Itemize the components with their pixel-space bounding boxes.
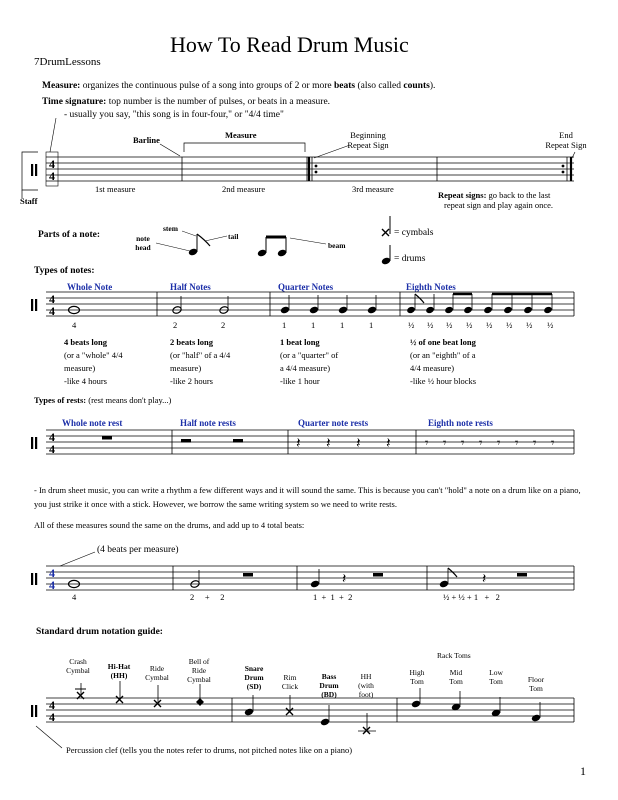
svg-text:4: 4 <box>49 442 55 456</box>
staff-3 <box>46 430 574 454</box>
whole-description: 4 beats long (or a "whole" 4/4 measure) -like 4 hours <box>64 337 123 386</box>
beats-count-1: 4 <box>72 592 77 602</box>
svg-text:𝄾: 𝄾 <box>533 435 537 450</box>
cymbal-note-icon <box>382 229 389 236</box>
begin-repeat-pointer <box>314 145 350 158</box>
measure-label: Measure <box>225 130 257 140</box>
ride-cymbal-label: Ride Cymbal <box>145 664 169 682</box>
time-signature-definition: Time signature: top number is the number of pulses, or beats in a measure. <box>42 97 331 107</box>
svg-text:𝄾: 𝄾 <box>479 435 483 450</box>
bass-drum-label: Bass Drum (BD) <box>319 672 339 699</box>
quarter-count: 1 <box>311 320 316 330</box>
svg-text:𝄾: 𝄾 <box>461 435 465 450</box>
svg-text:𝄽: 𝄽 <box>326 436 331 452</box>
rack-toms-label: Rack Toms <box>437 651 471 660</box>
first-measure-label: 1st measure <box>95 184 136 194</box>
beats-count-4: ½ + ½ + 1 + 2 <box>443 592 500 602</box>
repeat-signs-text: Repeat signs: go back to the last repeat sign and play again once. <box>438 190 554 210</box>
eighth-count: ½ <box>526 320 533 330</box>
stem-label: stem <box>163 224 178 233</box>
eighth-count: ½ <box>427 320 434 330</box>
third-measure-label: 3rd measure <box>352 184 394 194</box>
staff-4 <box>46 566 574 590</box>
half-rest-label: Half note rests <box>180 418 236 428</box>
svg-text:4: 4 <box>49 304 55 318</box>
half-rest <box>181 439 191 443</box>
low-tom-label: Low Tom <box>489 668 503 686</box>
end-repeat-label: End Repeat Sign <box>545 130 587 150</box>
svg-text:𝄾: 𝄾 <box>425 435 429 450</box>
beats-count-2: 2 + 2 <box>190 592 225 602</box>
svg-text:4: 4 <box>49 698 55 712</box>
types-of-notes-title: Types of notes: <box>34 266 95 276</box>
svg-text:𝄾: 𝄾 <box>551 435 555 450</box>
eighth-description: ½ of one beat long (or an "eighth" of a 4/4 measure) -like ½ hour blocks <box>410 337 477 386</box>
eighth-count: ½ <box>547 320 554 330</box>
half-description: 2 beats long (or "half" of a 4/4 measure) -like 2 hours <box>170 337 231 386</box>
whole-note-label: Whole Note <box>67 282 113 292</box>
rim-click-label: Rim Click <box>281 673 299 691</box>
time-sig-pointer <box>50 118 56 152</box>
hh-foot-label: HH (with foot) <box>358 672 374 699</box>
staff-label: Staff <box>20 196 38 206</box>
rests-title: Types of rests: (rest means don't play...) <box>34 395 172 405</box>
second-measure-label: 2nd measure <box>222 184 266 194</box>
parts-of-note-title: Parts of a note: <box>38 230 100 240</box>
page-number: 1 <box>580 764 586 778</box>
staff-2 <box>46 292 574 316</box>
drums-legend: = drums <box>394 254 426 264</box>
half-rest <box>233 439 243 443</box>
half-count: 2 <box>173 320 178 330</box>
svg-text:4: 4 <box>49 710 55 724</box>
equal-measures-note: All of these measures sound the same on the drums, and add up to 4 total beats: <box>34 520 305 530</box>
whole-count: 4 <box>72 320 77 330</box>
hh-foot-note <box>363 727 370 734</box>
time-signature-note: - usually you say, "this song is in four-four," or "4/4 time" <box>64 110 284 120</box>
whole-rest <box>102 436 112 440</box>
svg-text:𝄾: 𝄾 <box>497 435 501 450</box>
hi-hat-label: Hi-Hat (HH) <box>107 662 131 680</box>
notation-guide-title: Standard drum notation guide: <box>36 627 163 637</box>
hihat-note <box>116 696 123 703</box>
quarter-count: 1 <box>282 320 287 330</box>
svg-text:𝄽: 𝄽 <box>356 436 361 452</box>
half-notes-label: Half Notes <box>170 282 211 292</box>
ride-note <box>154 700 161 707</box>
cymbals-legend: = cymbals <box>394 228 434 238</box>
svg-text:𝄾: 𝄾 <box>515 435 519 450</box>
brand-label: 7DrumLessons <box>34 56 101 68</box>
high-tom-label: High Tom <box>409 668 425 686</box>
half-count: 2 <box>221 320 226 330</box>
beats-per-measure-label: (4 beats per measure) <box>97 545 179 555</box>
quarter-count: 1 <box>369 320 374 330</box>
svg-text:4: 4 <box>49 566 55 580</box>
eighth-count: ½ <box>466 320 473 330</box>
clef-1 <box>31 164 37 176</box>
svg-text:4: 4 <box>49 292 55 306</box>
eighth-notes-label: Eighth Notes <box>406 282 456 292</box>
measure-definition: Measure: organizes the continuous pulse of a song into groups of 2 or more beats (also called counts). <box>42 81 436 91</box>
svg-text:𝄽: 𝄽 <box>482 572 487 587</box>
bell-of-ride-label: Bell of Ride Cymbal <box>187 657 211 684</box>
note-head-label: note head <box>135 234 151 252</box>
beginning-repeat-label: Beginning Repeat Sign <box>347 130 389 150</box>
svg-text:4: 4 <box>49 578 55 592</box>
svg-text:𝄽: 𝄽 <box>342 572 347 587</box>
crash-cymbal-label: Crash Cymbal <box>66 657 90 675</box>
svg-text:𝄾: 𝄾 <box>443 435 447 450</box>
barline-pointer <box>160 144 180 156</box>
time-sig-top: 4 <box>49 157 55 171</box>
barline-label: Barline <box>133 135 160 145</box>
eighth-count: ½ <box>506 320 513 330</box>
page-title: How To Read Drum Music <box>170 32 409 57</box>
whole-rest-label: Whole note rest <box>62 418 123 428</box>
time-sig-bottom: 4 <box>49 169 55 183</box>
beam-label: beam <box>328 241 346 250</box>
quarter-rest-label: Quarter note rests <box>298 418 369 428</box>
quarter-count: 1 <box>340 320 345 330</box>
svg-text:𝄽: 𝄽 <box>386 436 391 452</box>
eighth-count: ½ <box>408 320 415 330</box>
svg-text:4: 4 <box>49 430 55 444</box>
rim-note <box>286 708 293 715</box>
eighth-count: ½ <box>486 320 493 330</box>
explanation-paragraph: - In drum sheet music, you can write a rhythm a few different ways and it will sound the same. This is because you can't "hold" a note on a drum like on a piano, you just strike it once with a stick. However, we borrow the same writing system so we need to write rests. <box>34 485 581 509</box>
measure-bracket <box>184 143 305 152</box>
quarter-notes-label: Quarter Notes <box>278 282 334 292</box>
eighth-count: ½ <box>446 320 453 330</box>
svg-text:𝄽: 𝄽 <box>296 436 301 452</box>
quarter-description: 1 beat long (or a "quarter" of a 4/4 measure) -like 1 hour <box>280 337 339 386</box>
beats-count-3: 1 + 1 + 2 <box>313 592 353 602</box>
eighth-rest-label: Eighth note rests <box>428 418 493 428</box>
staff-5 <box>46 698 574 722</box>
floor-tom-label: Floor Tom <box>527 675 545 693</box>
mid-tom-label: Mid Tom <box>449 668 463 686</box>
tail-label: tail <box>228 232 239 241</box>
percussion-clef-note: Percussion clef (tells you the notes refer to drums, not pitched notes like on a piano) <box>66 745 353 755</box>
snare-drum-label: Snare Drum (SD) <box>244 664 264 691</box>
